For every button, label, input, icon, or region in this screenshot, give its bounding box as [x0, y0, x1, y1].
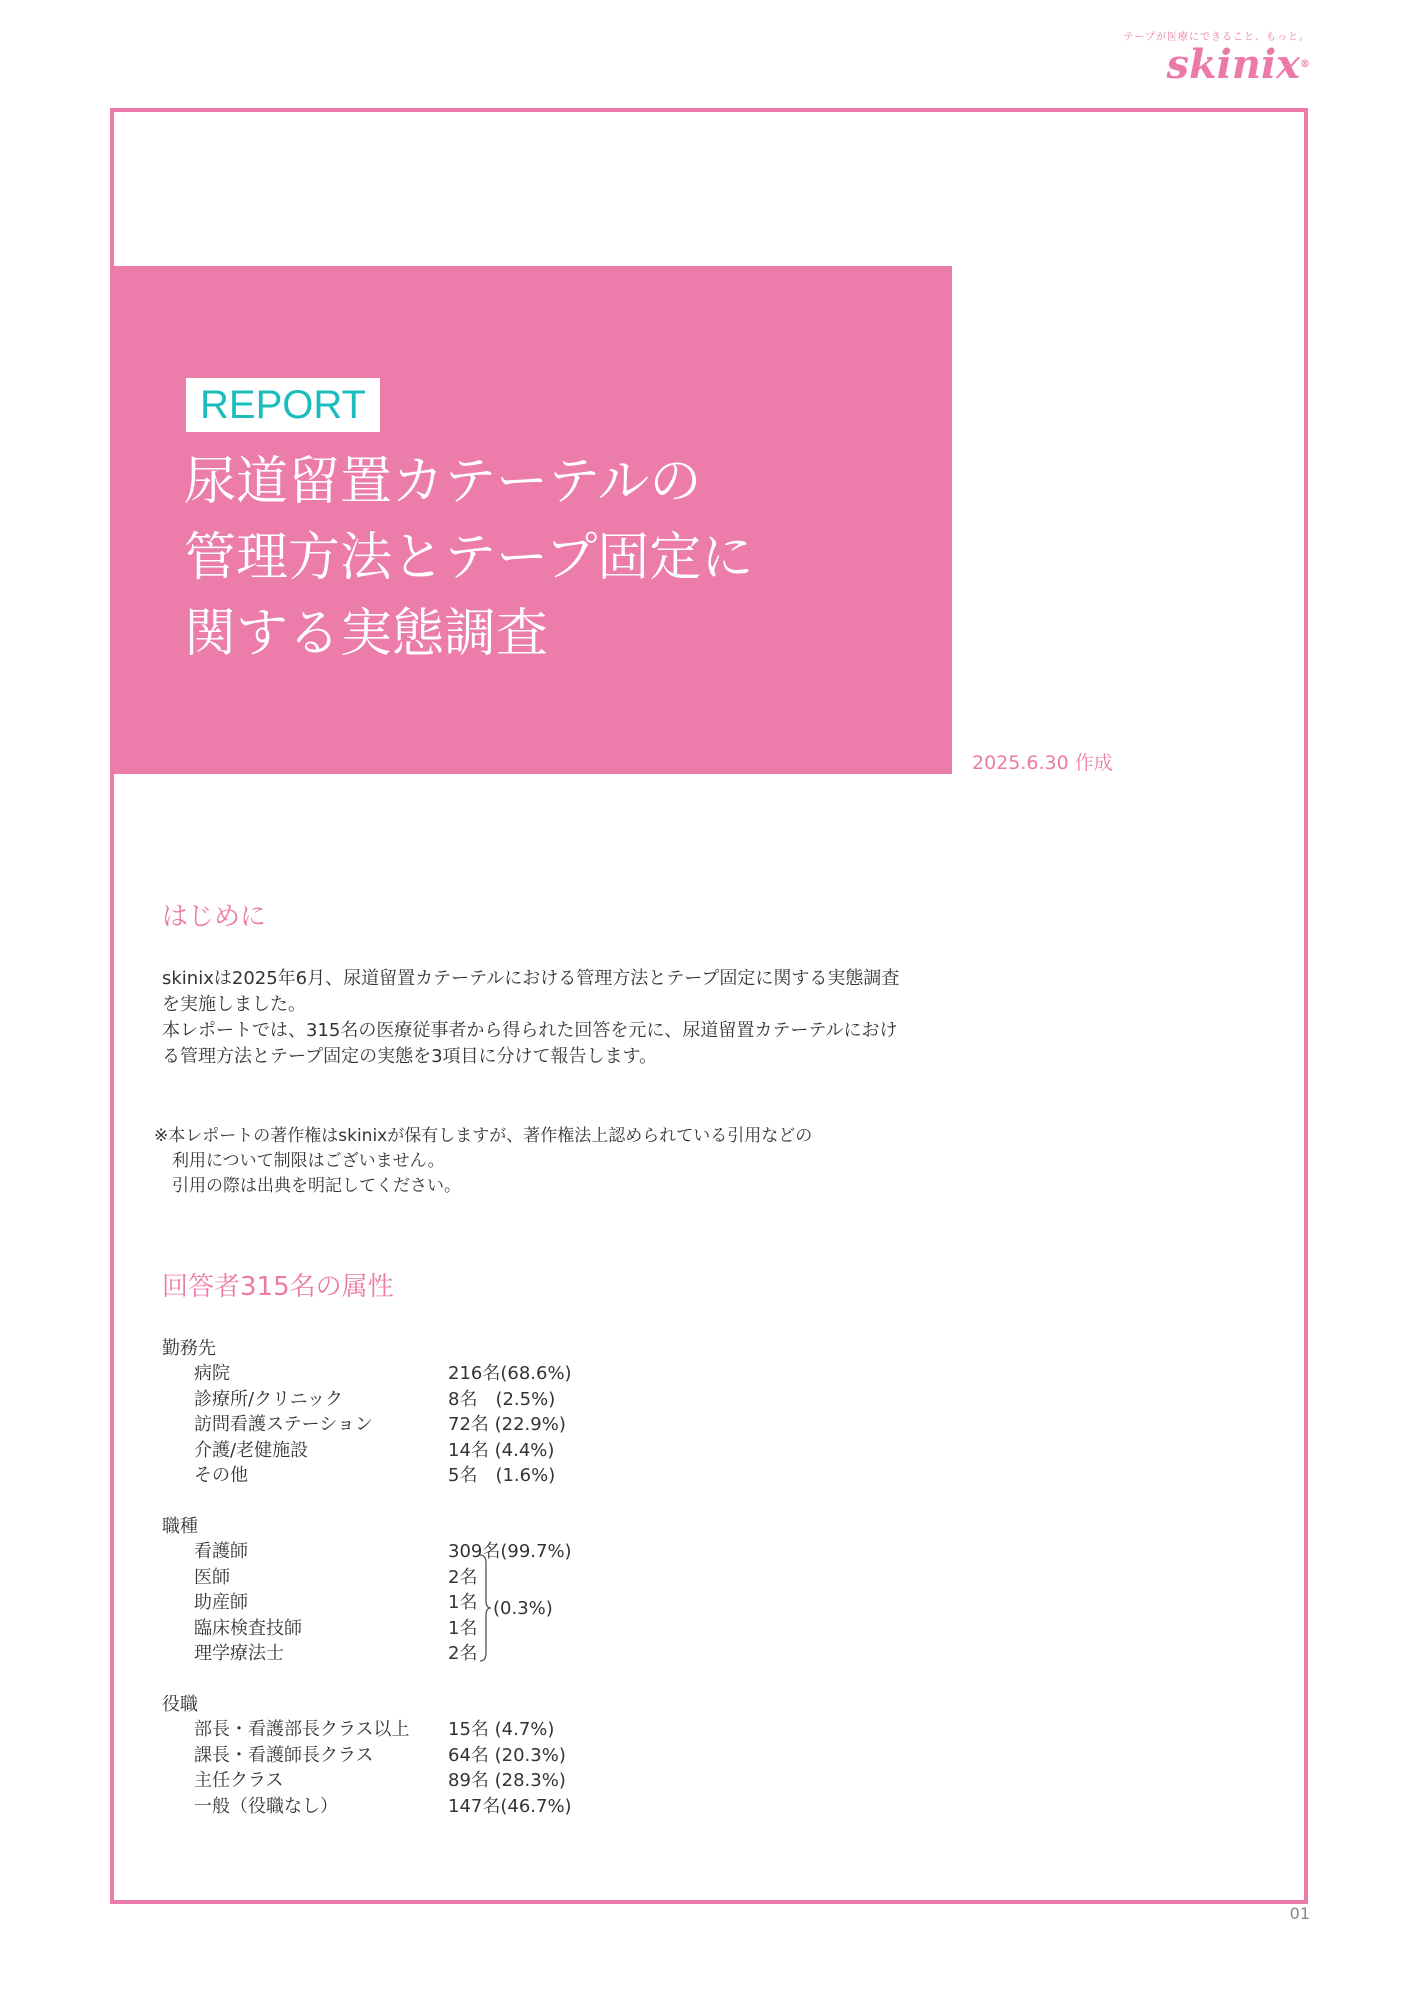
note-line: ※本レポートの著作権はskinixが保有しますが、著作権法上認められている引用などの — [154, 1126, 813, 1146]
report-title — [184, 444, 753, 672]
item-value: 15名 (4.7%) — [448, 1719, 555, 1741]
note-line: 利用について制限はございません。 — [172, 1151, 445, 1171]
attributes-heading: 回答者315名の属性 — [162, 1272, 394, 1302]
intro-paragraph: skinixは2025年6月、尿道留置カテーテルにおける管理方法とテープ固定に関する実態調査を実施しました。 — [162, 968, 900, 1015]
item-value: 72名 (22.9%) — [448, 1414, 566, 1436]
logo-wordmark — [1124, 41, 1311, 88]
item-label: 部長・看護部長クラス以上 — [194, 1719, 410, 1741]
list-item — [162, 1616, 478, 1641]
item-value: 2名 — [448, 1642, 478, 1664]
report-badge: REPORT — [186, 378, 380, 432]
item-label: 病院 — [194, 1363, 230, 1385]
list-item — [162, 1387, 556, 1412]
title-line: 管理方法とテープ固定に — [184, 528, 754, 588]
creation-date: 2025.6.30 作成 — [972, 752, 1113, 774]
group-title: 勤務先 — [162, 1338, 216, 1359]
item-value: 1名 — [448, 1617, 478, 1639]
item-label: 一般（役職なし） — [194, 1795, 338, 1817]
intro-paragraph: 本レポートでは、315名の医療従事者から得られた回答を元に、尿道留置カテーテルにおける管理方法とテープ固定の実態を3項目に分けて報告します。 — [162, 1020, 898, 1067]
item-label: 主任クラス — [194, 1770, 284, 1792]
list-item — [162, 1412, 566, 1437]
item-label: 看護師 — [194, 1541, 248, 1563]
group-title: 役職 — [162, 1694, 198, 1715]
item-label: 助産師 — [194, 1592, 248, 1614]
list-item — [162, 1590, 478, 1615]
item-label: 理学療法士 — [194, 1642, 284, 1664]
item-value: 64名 (20.3%) — [448, 1744, 566, 1766]
item-value: 14名 (4.4%) — [448, 1439, 555, 1461]
intro-heading: はじめに — [162, 902, 267, 932]
item-value: 2名 — [448, 1566, 478, 1588]
title-line: 関する実態調査 — [184, 604, 549, 664]
page-number: 01 — [1289, 1904, 1310, 1923]
item-label: 訪問看護ステーション — [194, 1414, 373, 1436]
item-value: 89名 (28.3%) — [448, 1770, 566, 1792]
list-item — [162, 1717, 555, 1742]
list-item — [162, 1641, 478, 1666]
item-label: 課長・看護師長クラス — [194, 1744, 374, 1766]
list-item — [162, 1438, 555, 1463]
list-item — [162, 1768, 566, 1793]
group-percentage: (0.3%) — [493, 1598, 553, 1619]
logo-tagline: テープが医療にできること、もっと。 — [1123, 32, 1310, 43]
logo-text: skinix — [1166, 41, 1300, 88]
grouping-brace — [478, 1553, 492, 1663]
item-label: 診療所/クリニック — [194, 1388, 343, 1410]
position-group — [162, 1692, 572, 1819]
list-item — [162, 1361, 572, 1386]
brand-logo — [1123, 28, 1311, 88]
list-item — [162, 1565, 478, 1590]
note-line: 引用の際は出典を明記してください。 — [172, 1176, 461, 1196]
workplace-group — [162, 1336, 572, 1488]
item-label: その他 — [194, 1464, 248, 1486]
item-label: 医師 — [194, 1566, 230, 1588]
list-item — [162, 1743, 566, 1768]
registered-mark: ® — [1300, 59, 1310, 70]
list-item — [162, 1794, 572, 1819]
hero-banner — [114, 266, 952, 774]
item-value: 309名(99.7%) — [448, 1541, 572, 1563]
list-item — [162, 1463, 556, 1488]
item-value: 1名 — [448, 1592, 478, 1614]
item-value: 216名(68.6%) — [448, 1363, 572, 1385]
group-title: 職種 — [162, 1516, 198, 1537]
item-label: 介護/老健施設 — [194, 1439, 309, 1461]
copyright-note — [154, 1124, 812, 1199]
title-line: 尿道留置カテーテルの — [184, 452, 702, 512]
item-value: 147名(46.7%) — [448, 1795, 572, 1817]
item-value: 5名 (1.6%) — [448, 1464, 556, 1486]
item-label: 臨床検査技師 — [194, 1617, 302, 1639]
item-value: 8名 (2.5%) — [448, 1388, 556, 1410]
list-item — [162, 1539, 572, 1564]
